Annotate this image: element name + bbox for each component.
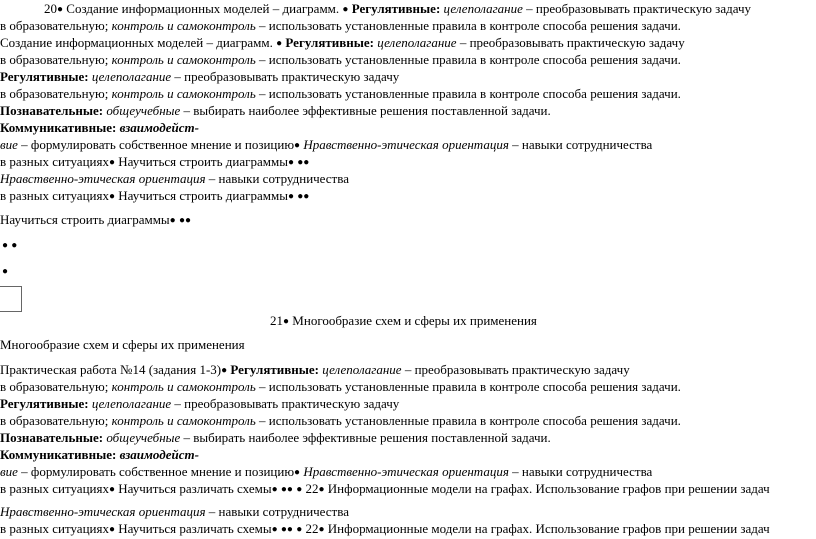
lesson-number: 21 — [270, 313, 283, 328]
control-text: – использовать установленные правила в контроле способа решения задачи. — [255, 52, 681, 67]
lesson-number: 22 — [302, 481, 319, 496]
bullet-icon: ● — [108, 191, 116, 202]
bullet-icon: ● — [303, 157, 310, 168]
bullet-icon: ● — [11, 240, 18, 251]
moral-line — [0, 170, 349, 187]
bullet-icon: ● — [108, 484, 116, 495]
bullet-icon: ● — [297, 191, 304, 202]
control-line — [0, 17, 681, 34]
regulative-label: Регулятивные: — [285, 35, 374, 50]
learn-line — [0, 211, 191, 228]
goal-text: – преобразовывать практическую задачу — [522, 1, 751, 16]
control-label: контроль и самоконтроль — [111, 379, 256, 394]
communicative-italic: взаимодейст- — [116, 447, 199, 462]
communicative-text: – формулировать собственное мнение и позицию — [17, 464, 295, 479]
moral-label: Нравственно-этическая ориентация — [300, 464, 509, 479]
cognitive-label: Познавательные: — [0, 103, 104, 118]
bullet-icon: ● — [294, 140, 301, 151]
cognitive-text: – выбирать наиболее эффективные решения поставленной задачи. — [180, 103, 551, 118]
cognitive-line — [0, 102, 551, 119]
bullet-icon: ● — [185, 215, 192, 226]
control-line — [0, 85, 681, 102]
bullet-icon: ● — [2, 266, 9, 277]
bullet-icon: ● — [271, 524, 278, 535]
situations-text: в разных ситуациях — [0, 154, 109, 169]
bullet-icon: ● — [318, 484, 325, 495]
communicative-line — [0, 446, 199, 463]
bullet-icon: ● — [280, 484, 287, 495]
edu-text: в образовательную; — [0, 86, 112, 101]
moral-text: – навыки сотрудничества — [508, 464, 653, 479]
situations-text: в разных ситуациях — [0, 481, 109, 496]
goal-text: – преобразовывать практическую задачу — [401, 362, 630, 377]
bullet-icon: ● — [271, 484, 278, 495]
communicative-label: Коммуникативные: — [0, 447, 117, 462]
bullet-icon: ● — [280, 524, 287, 535]
lesson-title: Информационные модели на графах. Использование графов при решении задач — [324, 521, 770, 536]
moral-label: Нравственно-этическая ориентация — [0, 171, 206, 186]
bullet-icon: ● — [221, 365, 228, 376]
cognitive-text: – выбирать наиболее эффективные решения поставленной задачи. — [180, 430, 551, 445]
regulative-label: Регулятивные: — [351, 1, 441, 16]
bullet-icon: ● — [303, 191, 310, 202]
lesson-title: Создание информационных моделей – диаграмм. — [63, 1, 343, 16]
learn-text: Научиться различать схемы — [115, 481, 272, 496]
edu-text: в образовательную; — [0, 379, 112, 394]
bullet-icon: ● — [276, 38, 283, 49]
interaction-line — [0, 463, 652, 480]
moral-line — [0, 503, 349, 520]
regulative-line — [0, 395, 399, 412]
goal-text: – преобразовывать практическую задачу — [171, 69, 400, 84]
bullet-icon: ● — [178, 215, 186, 226]
control-text: – использовать установленные правила в контроле способа решения задачи. — [255, 86, 681, 101]
moral-text: – навыки сотрудничества — [508, 137, 653, 152]
lesson-title: Многообразие схем и сферы их применения — [289, 313, 537, 328]
goal-label: целеполагание — [88, 396, 172, 411]
learn-text: Научиться различать схемы — [115, 521, 272, 536]
situations-line — [0, 187, 309, 204]
bullet-icon: ● — [286, 524, 293, 535]
control-line — [0, 378, 681, 395]
communicative-text: – формулировать собственное мнение и позицию — [17, 137, 295, 152]
bullet-icon: ● — [108, 157, 116, 168]
moral-text: – навыки сотрудничества — [205, 504, 349, 519]
empty-cell-frame — [0, 286, 22, 312]
bullet-row — [2, 236, 17, 253]
situations-text: в разных ситуациях — [0, 521, 109, 536]
bullet-icon: ● — [294, 467, 301, 478]
cognitive-italic: общеучебные — [103, 430, 181, 445]
lesson-21-heading — [270, 312, 537, 329]
moral-label: Нравственно-этическая ориентация — [0, 504, 206, 519]
cognitive-label: Познавательные: — [0, 430, 104, 445]
communicative-italic: взаимодейст- — [116, 120, 199, 135]
learn-text: Научиться строить диаграммы — [115, 188, 288, 203]
lesson-title: Многообразие схем и сферы их применения — [0, 337, 245, 352]
goal-label: целеполагание — [319, 362, 402, 377]
bullet-row — [2, 262, 8, 279]
control-label: контроль и самоконтроль — [111, 413, 256, 428]
communicative-line — [0, 119, 199, 136]
control-line — [0, 51, 681, 68]
goal-label: целеполагание — [440, 1, 523, 16]
lesson-title: Создание информационных моделей – диаграмм. — [0, 35, 277, 50]
communicative-label: Коммуникативные: — [0, 120, 117, 135]
communicative-italic-cont: вие — [0, 464, 18, 479]
control-label: контроль и самоконтроль — [111, 52, 256, 67]
situations-line — [0, 520, 770, 537]
practice-line — [0, 361, 630, 378]
edu-text: в образовательную; — [0, 52, 112, 67]
control-line — [0, 412, 681, 429]
bullet-icon: ● — [287, 157, 294, 168]
regulative-label: Регулятивные: — [0, 396, 89, 411]
edu-text: в образовательную; — [0, 18, 112, 33]
bullet-icon: ● — [2, 240, 9, 251]
goal-label: целеполагание — [88, 69, 172, 84]
interaction-line — [0, 136, 652, 153]
lesson-21-repeat-title — [0, 336, 245, 353]
goal-text: – преобразовывать практическую задачу — [456, 35, 685, 50]
lesson-number: 20 — [44, 1, 57, 16]
edu-text: в образовательную; — [0, 413, 112, 428]
bullet-icon: ● — [108, 524, 116, 535]
regulative-label: Регулятивные: — [227, 362, 319, 377]
control-text: – использовать установленные правила в контроле способа решения задачи. — [255, 379, 681, 394]
goal-text: – преобразовывать практическую задачу — [171, 396, 400, 411]
control-label: контроль и самоконтроль — [111, 18, 256, 33]
practice-text: Практическая работа №14 (задания 1-3) — [0, 362, 222, 377]
lesson-title: Информационные модели на графах. Использование графов при решении задач — [324, 481, 770, 496]
bullet-icon: ● — [169, 215, 176, 226]
bullet-icon: ● — [283, 316, 290, 327]
situations-line — [0, 480, 770, 497]
regulative-line — [0, 68, 399, 85]
moral-label: Нравственно-этическая ориентация — [300, 137, 509, 152]
control-text: – использовать установленные правила в контроле способа решения задачи. — [255, 18, 681, 33]
moral-text: – навыки сотрудничества — [205, 171, 349, 186]
bullet-icon: ● — [296, 524, 303, 535]
bullet-icon: ● — [342, 4, 349, 15]
communicative-italic-cont: вие — [0, 137, 18, 152]
bullet-icon: ● — [297, 157, 304, 168]
bullet-icon: ● — [296, 484, 303, 495]
bullet-icon: ● — [57, 4, 64, 15]
goal-label: целеполагание — [374, 35, 457, 50]
lesson-20-repeat-heading — [0, 34, 685, 51]
regulative-label: Регулятивные: — [0, 69, 89, 84]
lesson-number: 22 — [302, 521, 319, 536]
learn-text: Научиться строить диаграммы — [115, 154, 288, 169]
situations-line — [0, 153, 309, 170]
bullet-icon: ● — [287, 191, 294, 202]
control-label: контроль и самоконтроль — [111, 86, 256, 101]
lesson-20-heading — [44, 0, 751, 17]
cognitive-italic: общеучебные — [103, 103, 181, 118]
learn-text: Научиться строить диаграммы — [0, 212, 170, 227]
situations-text: в разных ситуациях — [0, 188, 109, 203]
control-text: – использовать установленные правила в контроле способа решения задачи. — [255, 413, 681, 428]
cognitive-line — [0, 429, 551, 446]
bullet-icon: ● — [318, 524, 325, 535]
bullet-icon: ● — [286, 484, 293, 495]
